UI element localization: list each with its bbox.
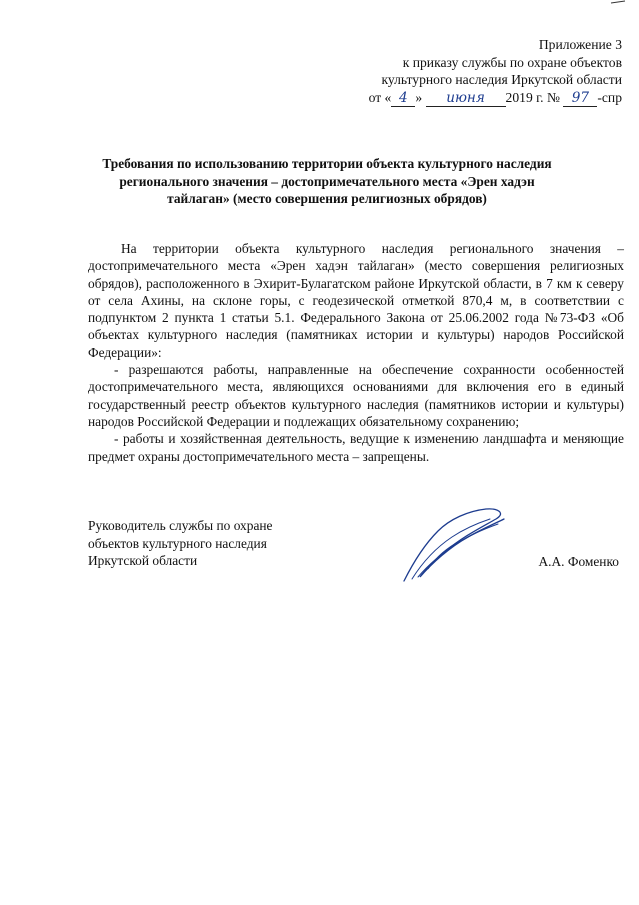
annex-line-3: культурного наследия Иркутской области xyxy=(381,72,622,87)
date-day-close: » xyxy=(415,89,423,105)
signatory-position xyxy=(88,517,273,570)
handwritten-order-number: 97 xyxy=(563,91,597,107)
signatory-name: А.А. Фоменко xyxy=(538,554,619,569)
corner-mark xyxy=(609,0,627,4)
position-line-2: объектов культурного наследия xyxy=(88,535,267,551)
date-year: 2019 г. № xyxy=(505,89,560,105)
handwritten-day: 4 xyxy=(391,91,415,107)
title-line-2: регионального значения – достопримечательного места «Эрен хадэн xyxy=(119,173,535,189)
annex-line-1: Приложение 3 xyxy=(538,37,622,52)
title-line-3: тайлаган» (место совершения религиозных обрядов) xyxy=(167,191,487,206)
annex-header xyxy=(369,36,622,107)
document-body xyxy=(88,240,624,465)
list-item-permitted: - разрешаются работы, направленные на обеспечение сохранности особенностей достопримечательного места, являющихся основаниями для включения его в единый государственный реестр объектов культурного наследия (памятников истории и культуры) народов Российской Федерации и подлежащих обязательному сохранению; xyxy=(88,362,624,429)
list-item-prohibited: - работы и хозяйственная деятельность, ведущие к изменению ландшафта и меняющие предмет охраны достопримечательного места – запрещены. xyxy=(88,431,624,464)
body-paragraph: На территории объекта культурного наследия регионального значения – достопримечательного места «Эрен хадэн тайлаган» (место совершения религиозных обрядов), расположенного в Эхирит-Булагатском районе Иркутской области, в 7 км к северу от села Ахины, на склоне горы, с геодезической отметкой 870,4 м, в соответствии с подпунктом 2 пункта 1 статьи 5.1. Федерального Закона от 25.06.2002 года №73-ФЗ «Об объектах культурного наследия (памятниках истории и культуры) народов Российской Федерации»: xyxy=(88,241,624,360)
position-line-1: Руководитель службы по охране xyxy=(88,518,273,533)
date-prefix: от « xyxy=(368,89,392,105)
document-title xyxy=(90,155,564,208)
annex-date-line xyxy=(369,89,622,107)
order-number-suffix: -спр xyxy=(597,89,622,105)
handwritten-signature xyxy=(398,507,513,587)
handwritten-month: июня xyxy=(426,91,506,107)
annex-line-2: к приказу службы по охране объектов xyxy=(402,54,622,70)
position-line-3: Иркутской области xyxy=(88,553,198,568)
title-line-1: Требования по использованию территории объекта культурного наследия xyxy=(102,156,552,171)
